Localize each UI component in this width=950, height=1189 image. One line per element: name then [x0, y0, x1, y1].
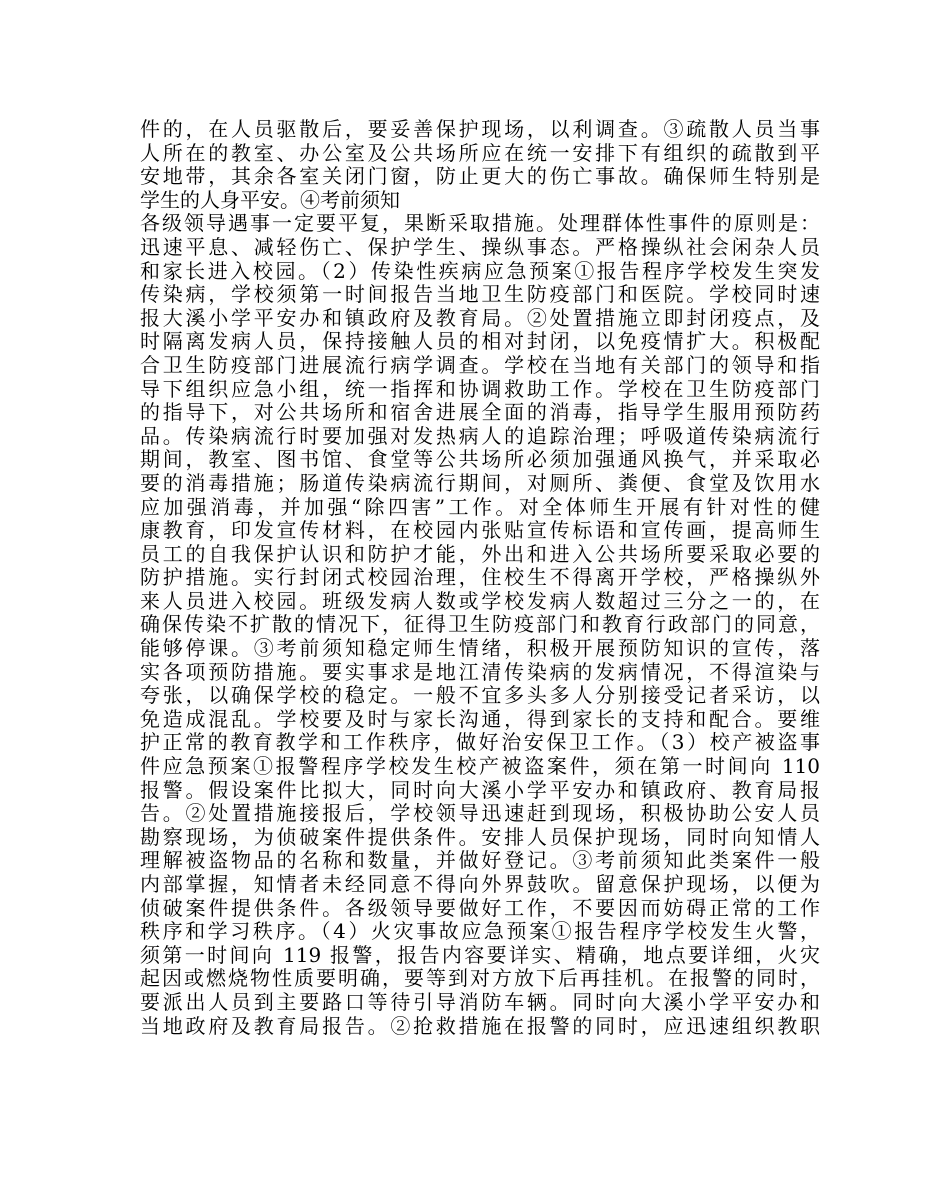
text-line: 要派出人员到主要路口等待引导消防车辆。同时向大溪小学平安办和	[140, 990, 820, 1014]
text-line: 免造成混乱。学校要及时与家长沟通，得到家长的支持和配合。要维	[140, 707, 820, 731]
text-line: 侦破案件提供条件。各级领导要做好工作，不要因而妨碍正常的工作	[140, 896, 820, 920]
text-line: 理解被盗物品的名称和数量，并做好登记。③考前须知此类案件一般	[140, 849, 820, 873]
text-line: 人所在的教室、办公室及公共场所应在统一安排下有组织的疏散到平	[140, 141, 820, 165]
text-line: 告。②处置措施接报后，学校领导迅速赶到现场，积极协助公安人员	[140, 802, 820, 826]
text-line: 须第一时间向 119 报警，报告内容要详实、精确，地点要详细，火灾	[140, 943, 820, 967]
text-line: 和家长进入校园。（2）传染性疾病应急预案①报告程序学校发生突发	[140, 259, 820, 283]
text-line: 防护措施。实行封闭式校园治理，住校生不得离开学校，严格操纵外	[140, 566, 820, 590]
text-line: 员工的自我保护认识和防护才能，外出和进入公共场所要采取必要的	[140, 542, 820, 566]
text-line: 夸张，以确保学校的稳定。一般不宜多头多人分别接受记者采访，以	[140, 684, 820, 708]
text-line: 确保传染不扩散的情况下，征得卫生防疫部门和教育行政部门的同意，	[140, 613, 820, 637]
text-line: 康教育，印发宣传材料，在校园内张贴宣传标语和宣传画，提高师生	[140, 519, 820, 543]
text-line: 内部掌握，知情者未经同意不得向外界鼓吹。留意保护现场，以便为	[140, 873, 820, 896]
text-line: 起因或燃烧物性质要明确，要等到对方放下后再挂机。在报警的同时，	[140, 967, 820, 991]
text-line: 时隔离发病人员，保持接触人员的相对封闭，以免疫情扩大。积极配	[140, 330, 820, 354]
text-line: 的指导下，对公共场所和宿舍进展全面的消毒，指导学生服用预防药	[140, 401, 820, 425]
text-line: 品。传染病流行时要加强对发热病人的追踪治理；呼吸道传染病流行	[140, 424, 820, 448]
body-text	[140, 118, 820, 1038]
text-line: 期间，教室、图书馆、食堂等公共场所必须加强通风换气，并采取必	[140, 448, 820, 472]
text-line: 护正常的教育教学和工作秩序，做好治安保卫工作。（3）校产被盗事	[140, 731, 820, 755]
text-line: 要的消毒措施；肠道传染病流行期间，对厕所、粪便、食堂及饮用水	[140, 471, 820, 495]
text-line: 秩序和学习秩序。（4）火灾事故应急预案①报告程序学校发生火警，	[140, 920, 820, 944]
text-line: 各级领导遇事一定要平复，果断采取措施。处理群体性事件的原则是：	[140, 212, 820, 236]
text-line: 传染病，学校须第一时间报告当地卫生防疫部门和医院。学校同时速	[140, 283, 820, 307]
text-line: 报大溪小学平安办和镇政府及教育局。②处置措施立即封闭疫点，及	[140, 306, 820, 330]
text-line: 件的，在人员驱散后，要妥善保护现场，以利调查。③疏散人员当事	[140, 118, 820, 141]
text-line: 导下组织应急小组，统一指挥和协调救助工作。学校在卫生防疫部门	[140, 377, 820, 401]
text-line: 当地政府及教育局报告。②抢救措施在报警的同时，应迅速组织教职	[140, 1014, 820, 1038]
text-line: 报警。假设案件比拟大，同时向大溪小学平安办和镇政府、教育局报	[140, 778, 820, 802]
text-line: 实各项预防措施。要实事求是地江清传染病的发病情况，不得渲染与	[140, 660, 820, 684]
text-line: 能够停课。③考前须知稳定师生情绪，积极开展预防知识的宣传，落	[140, 637, 820, 661]
text-line: 安地带，其余各室关闭门窗，防止更大的伤亡事故。确保师生特别是	[140, 165, 820, 189]
text-line: 迅速平息、减轻伤亡、保护学生、操纵事态。严格操纵社会闲杂人员	[140, 235, 820, 259]
text-line: 学生的人身平安。④考前须知	[140, 187, 400, 212]
text-line: 应加强消毒，并加强“除四害”工作。对全体师生开展有针对性的健	[140, 495, 820, 519]
text-line: 件应急预案①报警程序学校发生校产被盗案件，须在第一时间向 110	[140, 755, 820, 779]
text-line: 合卫生防疫部门进展流行病学调查。学校在当地有关部门的领导和指	[140, 353, 820, 377]
text-line: 勘察现场，为侦破案件提供条件。安排人员保护现场，同时向知情人	[140, 825, 820, 849]
text-line: 来人员进入校园。班级发病人数或学校发病人数超过三分之一的，在	[140, 589, 820, 613]
